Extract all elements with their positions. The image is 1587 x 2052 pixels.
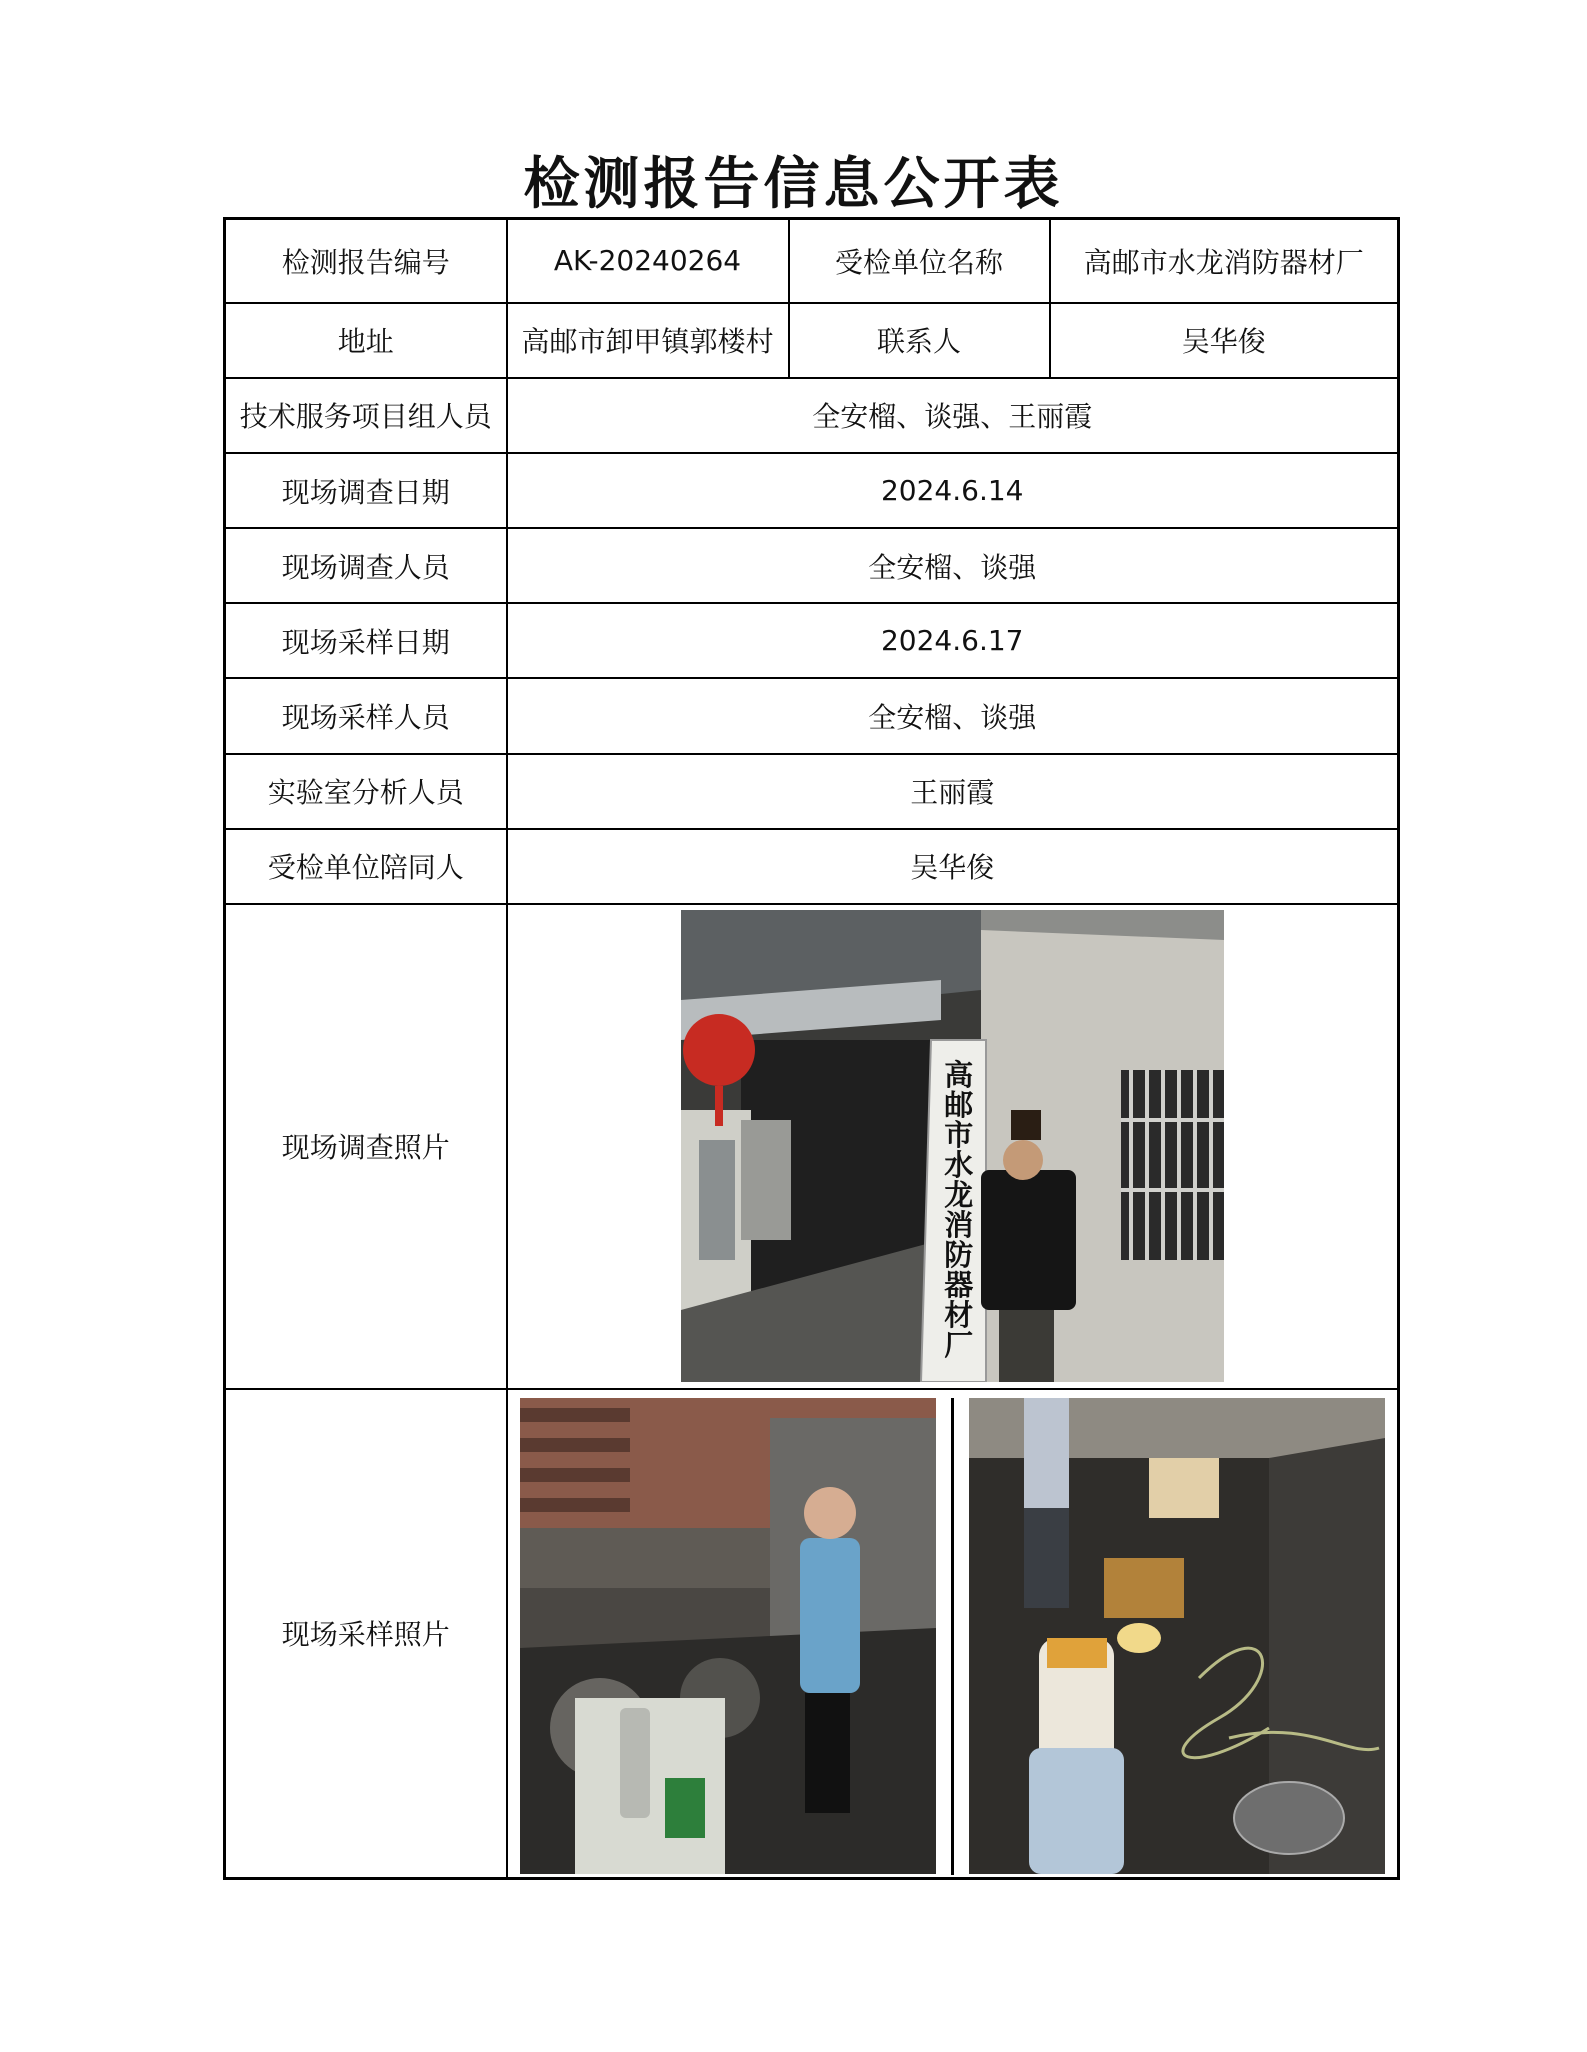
survey-staff-label: 现场调查人员 <box>225 528 507 603</box>
table-row <box>225 678 1399 753</box>
sample-date-label: 现场采样日期 <box>225 603 507 678</box>
survey-photo-label: 现场调查照片 <box>225 904 507 1389</box>
sign-char: 邮 <box>944 1088 974 1123</box>
table-row <box>225 904 1399 1389</box>
table-row <box>225 378 1399 453</box>
sign-char: 消 <box>944 1208 974 1243</box>
survey-staff-value: 全安榴、谈强 <box>507 528 1399 603</box>
sample-photo-right-image <box>969 1398 1385 1874</box>
sample-staff-label: 现场采样人员 <box>225 678 507 753</box>
address-value: 高邮市卸甲镇郭楼村 <box>507 303 789 378</box>
team-value: 全安榴、谈强、王丽霞 <box>507 378 1399 453</box>
sample-photo-pair <box>520 1398 1386 1875</box>
table-row <box>225 603 1399 678</box>
sign-char: 器 <box>944 1268 974 1303</box>
photo-divider <box>951 1398 954 1875</box>
sign-char: 高 <box>944 1058 974 1093</box>
unit-name-label: 受检单位名称 <box>789 219 1050 303</box>
report-no-value: AK-20240264 <box>507 219 789 303</box>
survey-date-label: 现场调查日期 <box>225 453 507 528</box>
sample-photo-right <box>969 1398 1385 1874</box>
contact-value: 吴华俊 <box>1050 303 1399 378</box>
survey-date-value: 2024.6.14 <box>507 453 1399 528</box>
survey-photo <box>681 910 1224 1382</box>
sample-date-value: 2024.6.17 <box>507 603 1399 678</box>
table-row <box>225 453 1399 528</box>
sign-char: 水 <box>944 1148 974 1183</box>
lab-staff-label: 实验室分析人员 <box>225 754 507 829</box>
sign-char: 龙 <box>944 1178 974 1213</box>
table-row <box>225 829 1399 904</box>
report-table <box>223 217 1400 1880</box>
unit-name-value: 高邮市水龙消防器材厂 <box>1050 219 1399 303</box>
table-row <box>225 528 1399 603</box>
sample-photo-cell <box>507 1389 1399 1879</box>
sign-char: 市 <box>944 1118 974 1153</box>
page-title: 检测报告信息公开表 <box>523 151 1064 217</box>
report-no-label: 检测报告编号 <box>225 219 507 303</box>
table-row <box>225 754 1399 829</box>
sign-char: 防 <box>944 1238 974 1273</box>
factory-sign-text <box>943 1058 975 1363</box>
sample-staff-value: 全安榴、谈强 <box>507 678 1399 753</box>
escort-value: 吴华俊 <box>507 829 1399 904</box>
address-label: 地址 <box>225 303 507 378</box>
team-label: 技术服务项目组人员 <box>225 378 507 453</box>
escort-label: 受检单位陪同人 <box>225 829 507 904</box>
sample-photo-left-image <box>520 1398 936 1874</box>
table-row <box>225 219 1399 303</box>
survey-photo-cell <box>507 904 1399 1389</box>
table-row <box>225 303 1399 378</box>
sample-photo-label: 现场采样照片 <box>225 1389 507 1879</box>
table-row <box>225 1389 1399 1879</box>
lab-staff-value: 王丽霞 <box>507 754 1399 829</box>
sign-char: 厂 <box>944 1328 974 1363</box>
sample-photo-left <box>520 1398 936 1874</box>
sign-char: 材 <box>944 1298 974 1333</box>
contact-label: 联系人 <box>789 303 1050 378</box>
